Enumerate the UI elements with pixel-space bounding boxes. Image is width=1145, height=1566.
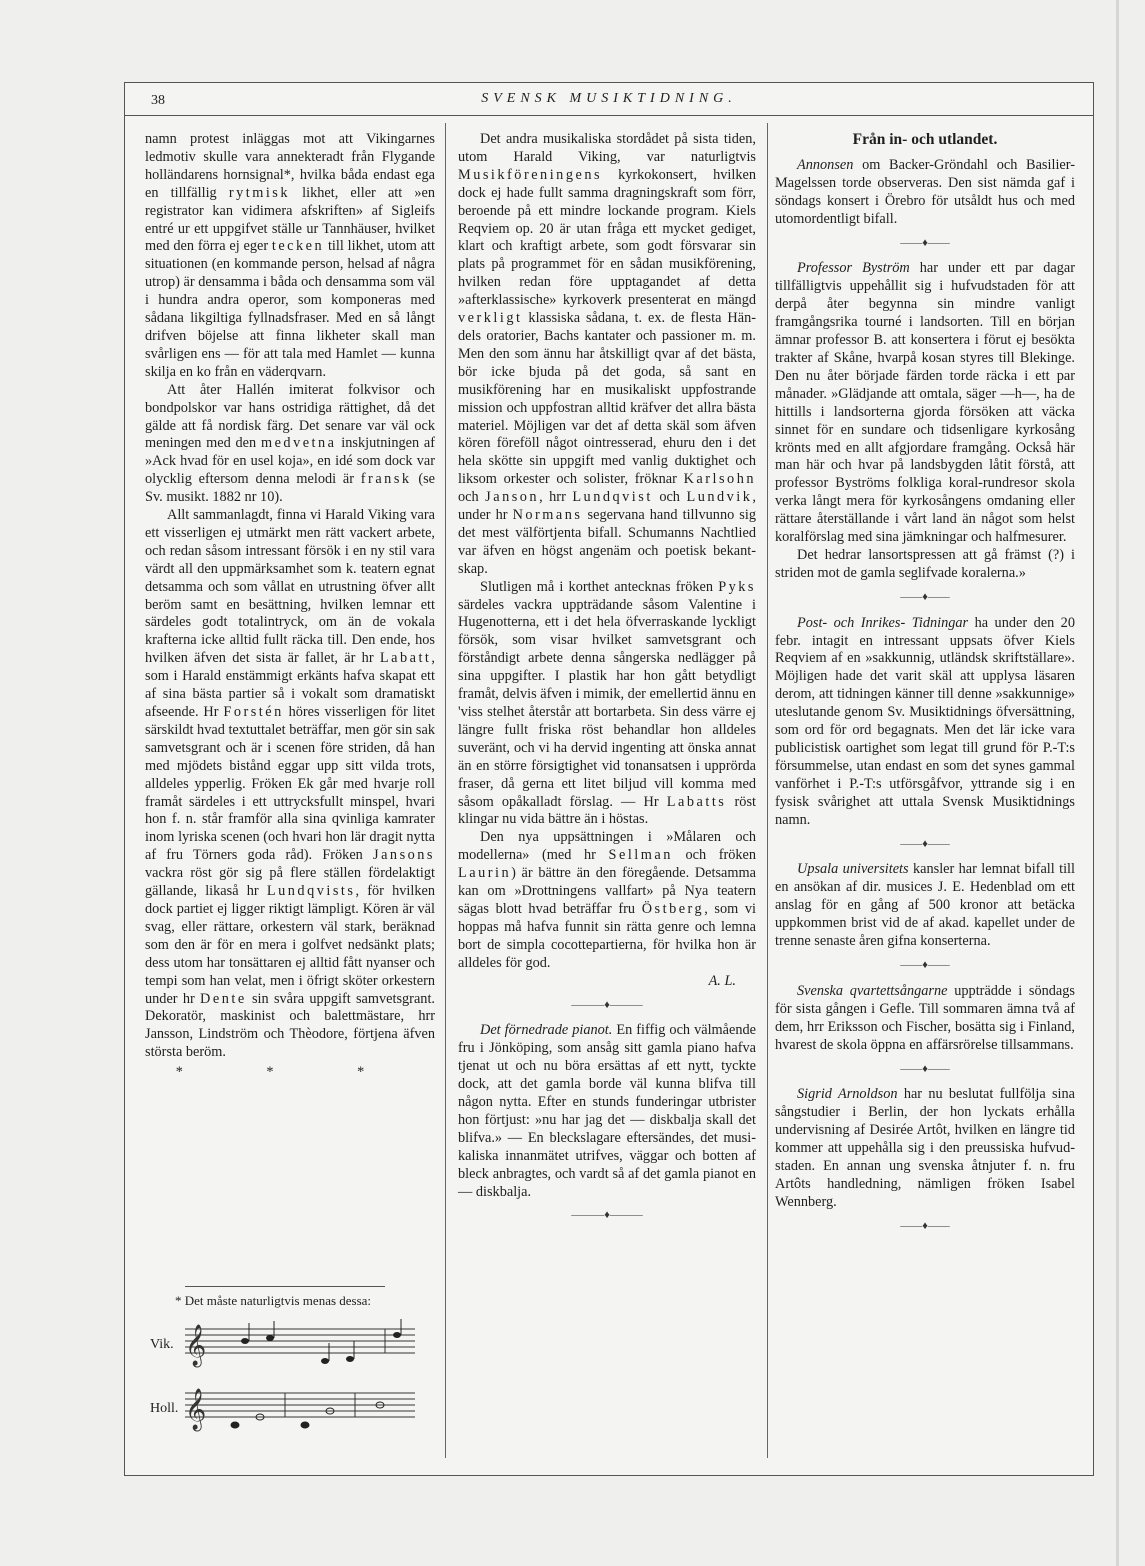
text-run: likhet, eller att »en registrator kan vidimera afskriften» af Sigleifs entré ur ett uppgifvet ställe ur Tannhäuser, hvilket med den förra ej eger — [145, 184, 436, 255]
text-run: Annonsen — [797, 156, 854, 173]
news-item — [775, 260, 1075, 547]
text-run: segervana hand tillvunno sig det mest välförtjenta bifall. Schumanns Nachtlied var äfven en högst angenäm och poetisk bekantskap. — [458, 507, 756, 577]
text-run: Svenska qvartettsångarne — [797, 982, 948, 999]
section-separator: ——♦—— — [900, 1219, 950, 1232]
text-run: röst klingar nu vida bättre än i höstas. — [458, 793, 756, 828]
svg-text:𝄞: 𝄞 — [185, 1325, 207, 1365]
journal-title: SVENSK MUSIKTIDNING. — [481, 91, 737, 106]
music-notation-vik — [185, 1317, 425, 1373]
col1-paragraph — [145, 382, 435, 507]
text-run: Det hedrar lansortspressen att gå främst (?) i striden mot de gamla seglifvade koralerna.» — [775, 546, 1075, 581]
text-run: medvetna — [260, 435, 337, 452]
text-run: tecken — [271, 238, 325, 255]
text-run: kansler har lemnat bifall till en ansökan af dir. musices J. E. Hedenblad om ett anslag för en gång af 500 kronor att betäcka uppkommen brist vid de af akad. kapellet under de trenne senaste åren gifna konserterna. — [775, 861, 1075, 950]
text-run: och — [652, 489, 687, 506]
text-run: Labatts — [666, 793, 727, 810]
text-run: ) är bättre än den föregående. Detsamma kan om »Drottningens vallfart» på Nya teatern sägas blott hvad beträffar fru — [458, 865, 756, 917]
text-run: Labatt — [379, 650, 432, 667]
col2-paragraph — [458, 829, 756, 972]
text-run: inskjutningen af »Ack hvad för en usel koja», en idé som dock var olycklig eftersom denna melodi är — [145, 435, 436, 488]
text-run: uppträdde i söndags för sista gången i Gefle. Till sommaren ämna två af dem, hrr Eriksson och Fischer, bosätta sig i Finland, hvarest de skola öppna en affärsrörelse tillsammans. — [775, 982, 1075, 1053]
news-item — [775, 547, 1075, 583]
text-run: Dente — [200, 990, 247, 1007]
text-run: Upsala universitets — [797, 861, 909, 878]
text-run: ha under den 20 febr. intagit en intressant uppsats öfver Kiels Reqviem af en »sakkunnig, utländsk skriftställare». Möjligen hade det varit skäl att upplysa läsaren derom, att tidningen känner till denne »sakkunnige» uteslutande genom Sv. Musiktidnings öfversättning, som ord för ord begagnats. Men det lär icke vara publicistisk oartighet som legat till grund för P.-T:s försummelse, utan endast en som det synes gammal vanförhet i P.-T:s utförsgåfvor, yttrande sig i en fysisk svårighet att uttala Svensk Musiktidnings namn. — [775, 614, 1075, 828]
text-run: Den nya uppsättningen i »Målaren och modellerna» (med hr — [458, 829, 756, 864]
text-run: Forstén — [223, 704, 284, 720]
col2-paragraph — [458, 1022, 756, 1201]
section-separator: ———♦——— — [571, 1209, 643, 1222]
text-run: Post- och Inrikes- Tidningar — [797, 614, 969, 631]
section-separator: ———♦——— — [571, 998, 643, 1011]
text-run: Lundqvists — [266, 883, 356, 900]
text-run: En fiffig och välmående fru i Jönköping, som ansåg sitt gamla piano hafva tjenat ut och nu böra ersättas af ett nytt, tyckte dock, att det gamla borde väl kunna blifva till någon nytta. Efter en stunds funderingar utbrister hon förtjust: »nu har jag det — diskbalja skall det blifva.» — En bleckslagare eftersändes, det musikaliska innanmätet utrifves, väggar och botten af bleck anbragtes, och vardt så af det gamla pianot en — diskbalja. — [458, 1022, 757, 1200]
text-run: och fröken — [672, 847, 757, 864]
news-item — [775, 615, 1075, 830]
page-number: 38 — [151, 93, 165, 108]
music-notation-holl — [185, 1381, 425, 1437]
text-run: Det förnedrade pianot. — [480, 1022, 613, 1039]
column-3 — [775, 131, 1075, 1244]
music-staff-holl — [145, 1381, 435, 1437]
news-item — [775, 861, 1075, 951]
music-staff-vik — [145, 1317, 435, 1373]
music-label-vik: Vik. — [150, 1337, 174, 1352]
text-run: Lundqvist — [572, 489, 653, 506]
text-run: om Backer-Gröndahl och Basilier-Magelssen torde observeras. Den sist nämda gaf i söndags konsert i Örebro för utsåldt hus och med utomordentligt bifall. — [775, 156, 1075, 227]
section-separator: ——♦—— — [900, 590, 950, 603]
text-run: Professor Byström — [797, 260, 910, 277]
text-run: Att åter Hallén imiterat folkvisor och bondpolskor var hans ostridiga rättighet, då det gälde att få nordisk färg. Det senare var väl ock meningen med den — [145, 381, 435, 452]
text-run: namn protest inläggas mot att Vikingarnes ledmotiv skulle vara annekteradt från Flygande holländarens hornsignal*, hvilka båda endast ega en tillfällig — [145, 131, 435, 201]
footnote-rule — [185, 1286, 385, 1287]
page-edge-shadow — [1116, 0, 1119, 1566]
news-item — [775, 157, 1075, 229]
text-run: Jansons — [373, 847, 435, 864]
column-1 — [145, 131, 435, 1084]
section-separator: ——♦—— — [900, 837, 950, 850]
text-run: , för hvilken dock partiet ej ligger riktigt lämpligt. Kören är väl svag, eller rättare, orkestern väl stark, beräknad som den är för en mera i golfvet nedsänkt plats; dess utom har tonsättaren ej alltid fått nyanser och tempi som han velat, men i öfrigt sköter orkestern under hr — [145, 883, 435, 1007]
column-2 — [458, 131, 756, 1233]
text-run: vackra röst gör sig på flere ställen fördelaktigt gällande, likaså hr — [145, 865, 435, 900]
col1-paragraph — [145, 507, 435, 1062]
newspaper-page — [124, 82, 1094, 1476]
col2-paragraph — [458, 131, 756, 579]
text-run: Karlsohn — [683, 471, 756, 488]
section-separator: ——♦—— — [900, 236, 950, 249]
section-separator: ——♦—— — [900, 1062, 950, 1075]
text-run: , som i Harald enstämmigt erkänts hafva skapat ett af sina bästa partier så i vokalt som dramatiskt afseende. Hr — [145, 650, 435, 720]
text-run: har under ett par dagar tillfälligtvis uppehållit sig i hufvudstaden för att derpå åter begynna sin mindre vanligt framgångsrika tourné i landsorten. Till en början ämnar professor B. att konsertera i förut ej besökta trakter af Skåne, hvarpå kosan styres till Blekinge. Den nu åter började färden torde räcka i ett par månader. »Glädjande att omtala, säger —h—, ha de hittills i landsorterna gjorda försöken att väcka sinnet för en sundare och tidsenligare kyrkosång krönts med en allt afgjordare framgång. Också här man här och hvar på landsbygden låtit förstå, att professor Byströms folkliga koral-rundresor skola verka långt mera för kyrkosångens omdaning eller rättare återställande i vårt land än något som helst koralförslag med sina jämkningar och halfmesurer. — [775, 260, 1075, 546]
text-run: rytmisk — [228, 184, 291, 201]
page-header — [125, 83, 1093, 116]
text-run: , som vi hoppas må hafva funnit sin rätta genre och lemna bort de simpla cocottepartierna, för hvilka hon är alldeles för god. — [458, 900, 756, 971]
text-run: Sigrid Arnoldson — [797, 1086, 898, 1103]
svg-text:𝄞: 𝄞 — [185, 1389, 207, 1429]
text-run: Östberg — [641, 900, 705, 917]
text-run: Allt sammanlagdt, finna vi Harald Viking vara ett visserligen ej utmärkt men rätt vackert arbete, och redan såsom intressant försök i en ny stil vara värdt all den uppmärksamhet som k. teatern egnat detsamma och som vållat en utrustning öfver allt beröm samt en besättning, hvilken lemnar ett särdeles godt totalintryck, om än de vokala krafterna icke alltid fullt räcka till. Den ende, hos hvilken äfven det sista är fallet, är hr — [145, 507, 435, 667]
text-run: har nu beslutat fullfölja sina sångstudier i Berlin, der hon lyckats erhålla undervisning af Desirée Artôt, hvilken en längre tid kommer att uppehålla sig i den preussiska hufvudstaden. En annan ung svenska åtnjuter f. n. fru Artôts handledning, nämligen fröken Isabel Wennberg. — [775, 1086, 1075, 1210]
text-run: Det andra musikaliska stordådet på sista tiden, utom Harald Viking, var naturligtvis — [458, 131, 756, 165]
text-run: höres visserligen för litet särskildt hvad textuttalet beträffar, men gör sin sak samvetsgrant och är i scenen före striden, då han med mjödets bistånd eggar upp sitt vilda trots, alldeles ypperlig. Fröken Ek går med hvarje roll framåt särdeles i ett uttrycksfullt minspel, hvari hon f. n. står framför alla sina qvinliga kamrater inom lyriska scenen (och hvari hon lär dragit nytta af fru Törners goda råd). Fröken — [145, 704, 435, 864]
music-label-holl: Holl. — [150, 1401, 179, 1416]
text-run: Slutligen må i korthet antecknas fröken — [480, 578, 719, 595]
text-run: Normans — [512, 507, 583, 524]
text-run: Laurin — [458, 865, 512, 882]
text-run: (se Sv. musikt. 1882 nr 10). — [145, 471, 435, 506]
text-run: , hrr — [539, 489, 573, 506]
news-item — [775, 983, 1075, 1055]
text-run: Janson — [485, 489, 540, 506]
text-run: , under hr — [458, 489, 756, 524]
text-run: till likhet, utom att situationen (en kommande person, helsad af några utrop) är densamma i båda och densamma som väl i hundra andra operor, som komponeras med sådana likgiltiga fyllnadsfraser. Med en så långt drifven böjelse att finna likheter skall man svårligen ens — för att tala med Hamlet — kunna skilja en ko från en väderqvarn. — [145, 238, 435, 380]
col1-paragraph — [145, 131, 435, 382]
section-separator: ——♦—— — [900, 958, 950, 971]
footnote — [145, 1286, 435, 1445]
news-item — [775, 1086, 1075, 1211]
text-run: särdeles vackra uppträdande såsom Valentine i Hugenotterna, ett i det hela öfverraskande lyckligt försök, som visar hvilket samvetsgrant och förståndigt arbete denna sångerska nedlägger på sina uppgifter. I plastik har hon gått betydligt framåt, delvis äfven i mimik, der emellertid ännu en 'viss stelhet återstår att bortarbeta. Sin dess värre ej längre fullt friska röst behandlar hon alldeles suveränt, och vi ha dervid ingenting att önska annat än en större försigtighet vid tonansatsen i upprörda fraser, då gerna ett litet biljud vill komma med såsom opåkalladt förslag. — Hr — [458, 596, 756, 810]
text-run: fransk — [360, 471, 412, 488]
article-signature: A. L. — [708, 972, 736, 989]
col2-paragraph — [458, 579, 756, 830]
text-run: Lundvik — [686, 489, 753, 506]
footnote-text: * Det måste naturligtvis menas dessa: — [175, 1293, 372, 1308]
column-divider-1 — [445, 123, 446, 1458]
text-run: Sellman — [608, 847, 673, 864]
text-run: och — [458, 489, 486, 506]
text-run: Musikföreningens — [458, 166, 603, 183]
text-run: Pyks — [718, 578, 756, 595]
text-run: klassiska sådana, t. ex. de flesta Händels oratorier, Bachs kantater och passioner m. m. Men den som ännu har åtskilligt qvar af det bästa, bör icke bjuda på det goda, så sant en musikförening har en musikaliskt uppfostrande mission och uppfostran alltid kräfver det allra bästa materiel. Möjligen var det af detta skäl som äfven kören föreföll något ointresserad, ehuru den i det hela skötte sin uppgift med vanlig duktighet och liksom orkester och solister, fröknar — [458, 310, 756, 488]
text-run: sin svåra uppgift samvetsgrant. Dekoratör, maskinist och balettmästare, hrr Jansson, Lindström och Thèodore, förtjena äfven största beröm. — [145, 990, 435, 1061]
column-divider-2 — [767, 123, 768, 1458]
text-run: kyrkokonsert, hvilken dock ej hade fullt samma dragningskraft som förr, beroende på ett mindre lockande program. Kiels Reqviem op. 20 är utan fråga ett mycket gediget, klart och kraftigt arbete, som godt försvarar sin plats på programmet för en sådan musikförening, hvilken redan före upptagandet af detta »afterklassische» kyrkoverk presenterat en mängd — [458, 166, 756, 309]
text-run: verkligt — [458, 310, 523, 327]
section-title: Från in- och utlandet. — [852, 131, 998, 148]
section-stars: * * * — [175, 1064, 405, 1081]
